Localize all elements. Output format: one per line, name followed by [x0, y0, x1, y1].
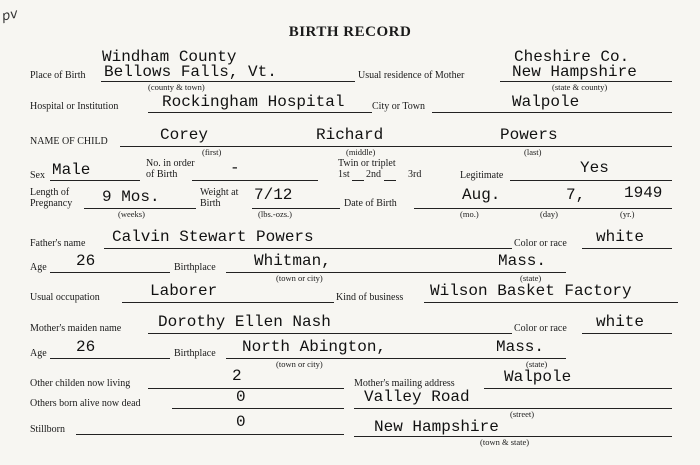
father-age-value: 26 — [76, 252, 96, 270]
others-dead-value: 0 — [236, 388, 246, 406]
birth-label: Birth — [200, 198, 221, 209]
children-living-value: 2 — [232, 367, 242, 385]
father-color-value: white — [596, 228, 645, 246]
weight-at-label: Weight at — [200, 187, 239, 198]
legitimate-label: Legitimate — [460, 170, 504, 181]
mothers-maiden-name-label: Mother's maiden name — [30, 323, 122, 334]
mother-color-value: white — [596, 313, 645, 331]
mother-birthplace-label: Birthplace — [174, 348, 216, 359]
stillborn-value: 0 — [236, 413, 246, 431]
father-town-caption: (town or city) — [276, 273, 323, 283]
sex-value: Male — [52, 161, 91, 179]
sex-line — [50, 180, 140, 181]
occupation-label: Usual occupation — [30, 292, 100, 303]
city-town-line — [432, 112, 672, 113]
second-order-label: 2nd — [366, 169, 381, 180]
city-town-value: Walpole — [512, 93, 580, 111]
lbs-ozs-caption: (lbs.-ozs.) — [258, 209, 292, 219]
mother-age-label: Age — [30, 348, 47, 359]
mother-color-line — [582, 333, 672, 334]
mailing-city-line — [484, 388, 672, 389]
mother-town-caption: (town or city) — [276, 359, 323, 369]
county-town-caption: (county & town) — [148, 82, 205, 92]
twin-triplet-label: Twin or triplet — [338, 158, 396, 169]
father-name-value: Calvin Stewart Powers — [112, 228, 314, 246]
place-of-birth-label: Place of Birth — [30, 70, 86, 81]
business-value: Wilson Basket Factory — [430, 282, 632, 300]
hospital-line — [148, 112, 372, 113]
pregnancy-value: 9 Mos. — [102, 188, 160, 206]
middle-caption: (middle) — [346, 147, 376, 157]
fathers-name-label: Father's name — [30, 238, 86, 249]
business-line — [424, 302, 678, 303]
corner-annotation: pv — [0, 6, 20, 25]
state-county-caption: (state & county) — [552, 82, 608, 92]
mothers-maiden-line — [148, 333, 512, 334]
town-state-caption: (town & state) — [480, 437, 530, 447]
date-of-birth-label: Date of Birth — [344, 198, 397, 209]
place-of-birth-line — [101, 81, 355, 82]
page-title: BIRTH RECORD — [288, 24, 412, 40]
father-color-label: Color or race — [514, 238, 567, 249]
others-dead-label: Others born alive now dead — [30, 398, 141, 409]
business-label: Kind of business — [336, 292, 404, 303]
first-order-label: 1st — [338, 169, 350, 180]
of-birth-label: of Birth — [146, 169, 178, 180]
father-color-line — [582, 248, 672, 249]
occupation-line — [122, 302, 334, 303]
stillborn-label: Stillborn — [30, 424, 66, 435]
no-in-order-label: No. in order — [146, 158, 195, 169]
mailing-street-value: Valley Road — [364, 388, 470, 406]
birth-day-value: 7, — [566, 186, 586, 204]
month-caption: (mo.) — [460, 209, 479, 219]
children-living-label: Other childen now living — [30, 378, 131, 389]
father-age-label: Age — [30, 262, 47, 273]
weeks-caption: (weeks) — [118, 209, 145, 219]
order-line — [192, 180, 318, 181]
first-caption: (first) — [202, 147, 222, 157]
child-first-name: Corey — [160, 126, 209, 144]
birth-month-value: Aug. — [462, 186, 501, 204]
usual-residence-label: Usual residence of Mother — [358, 70, 465, 81]
residence-county-value: Cheshire Co. — [514, 48, 630, 66]
father-birth-state-value: Mass. — [498, 252, 547, 270]
length-of-label: Length of — [30, 187, 70, 198]
second-order-mark — [384, 180, 396, 181]
father-age-line — [50, 272, 170, 273]
residence-state-value: New Hampshire — [512, 63, 637, 81]
fathers-name-line — [104, 248, 512, 249]
child-last-name: Powers — [500, 126, 558, 144]
others-dead-line — [172, 408, 344, 409]
day-caption: (day) — [540, 209, 558, 219]
child-middle-name: Richard — [316, 126, 384, 144]
hospital-value: Rockingham Hospital — [162, 93, 345, 111]
children-living-line — [148, 388, 344, 389]
year-caption: (yr.) — [620, 209, 635, 219]
city-town-label: City or Town — [372, 101, 426, 112]
mother-birth-town-value: North Abington, — [242, 338, 387, 356]
sex-label: Sex — [30, 170, 45, 181]
mother-state-caption: (state) — [526, 359, 548, 369]
father-state-caption: (state) — [520, 273, 542, 283]
legitimate-value: Yes — [580, 159, 609, 177]
street-caption: (street) — [510, 409, 535, 419]
birth-year-value: 1949 — [624, 184, 663, 202]
mother-color-label: Color or race — [514, 323, 567, 334]
birth-county-value: Windham County — [102, 48, 237, 66]
first-order-mark — [352, 180, 364, 181]
occupation-value: Laborer — [150, 282, 218, 300]
pregnancy-label: Pregnancy — [30, 198, 73, 209]
father-birthplace-label: Birthplace — [174, 262, 216, 273]
weight-value: 7/12 — [254, 186, 293, 204]
legitimate-line — [510, 180, 672, 181]
order-value: - — [230, 159, 240, 177]
last-caption: (last) — [524, 147, 542, 157]
father-birth-town-value: Whitman, — [254, 252, 331, 270]
mother-birth-state-value: Mass. — [496, 338, 545, 356]
third-order-label: 3rd — [408, 169, 422, 180]
name-of-child-label: NAME OF CHILD — [30, 136, 108, 147]
stillborn-line — [76, 434, 344, 435]
mother-age-value: 26 — [76, 338, 96, 356]
mailing-state-value: New Hampshire — [374, 418, 499, 436]
mother-maiden-value: Dorothy Ellen Nash — [158, 313, 331, 331]
mailing-address-label: Mother's mailing address — [354, 378, 455, 389]
mother-age-line — [50, 358, 170, 359]
hospital-label: Hospital or Institution — [30, 101, 119, 112]
birth-town-value: Bellows Falls, Vt. — [104, 63, 277, 81]
mailing-city-value: Walpole — [504, 368, 572, 386]
